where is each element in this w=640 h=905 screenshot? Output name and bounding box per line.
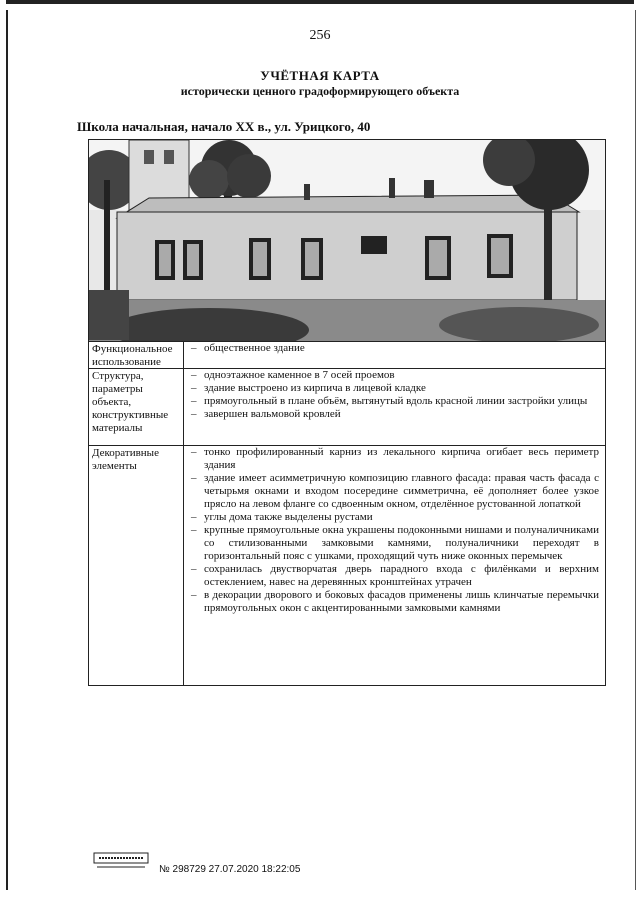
list-item: – крупные прямоугольные окна украшены подоконными нишами и полуналичниками со стилизованными замковыми камнями, полуналичники переходят в горизонтальный пояс с ушками, проходящий чуть ниже оконных перемычек [187, 524, 599, 563]
card-subtitle: исторически ценного градоформирующего объекта [180, 84, 460, 98]
building-photo-image [89, 140, 605, 341]
row-label-functional: Функциональное использование [89, 341, 184, 368]
building-photo [89, 140, 605, 342]
row-functional-use [89, 341, 605, 369]
scan-edge-right [635, 10, 636, 890]
list-item: – общественное здание [187, 342, 599, 355]
row-structure [89, 368, 605, 446]
registration-stamp [93, 852, 149, 870]
document-id: № 298729 27.07.2020 18:22:05 [159, 864, 301, 875]
list-item: – тонко профилированный карниз из лекального кирпича огибает весь периметр здания [187, 446, 599, 472]
registration-card-table [88, 139, 606, 686]
scan-edge-left [6, 10, 8, 890]
list-item: – здание имеет асимметричную композицию главного фасада: правая часть фасада с четырьмя окнами и входом посередине симметрична, её дополняет более узкое прясло на левом фланге со сдвоенным окном, отделённое рустованной лопаткой [187, 472, 599, 511]
card-title: УЧЁТНАЯ КАРТА [260, 68, 380, 83]
list-item: – завершен вальмовой кровлей [187, 408, 599, 421]
list-item: – прямоугольный в плане объём, вытянутый вдоль красной линии застройки улицы [187, 395, 599, 408]
row-decorative [89, 445, 605, 685]
row-content-decorative [187, 446, 599, 615]
list-item: – одноэтажное каменное в 7 осей проемов [187, 369, 599, 382]
row-content-structure [187, 369, 599, 421]
list-item: – сохранилась двустворчатая дверь парадного входа с филёнками и верхним остеклением, навес на деревянных кронштейнах утрачен [187, 563, 599, 589]
row-content-functional [187, 342, 599, 355]
scan-edge-top [6, 0, 634, 4]
list-item: – в декорации дворового и боковых фасадов применены лишь клинчатые перемычки прямоугольных окон с акцентированными замковыми камнями [187, 589, 599, 615]
list-item: – здание выстроено из кирпича в лицевой кладке [187, 382, 599, 395]
row-label-structure: Структура, параметры объекта, конструктивные материалы [89, 368, 184, 445]
page-number: 256 [309, 28, 331, 43]
object-title: Школа начальная, начало XX в., ул. Урицкого, 40 [77, 119, 371, 134]
row-label-decorative: Декоративные элементы [89, 445, 184, 685]
list-item: – углы дома также выделены рустами [187, 511, 599, 524]
